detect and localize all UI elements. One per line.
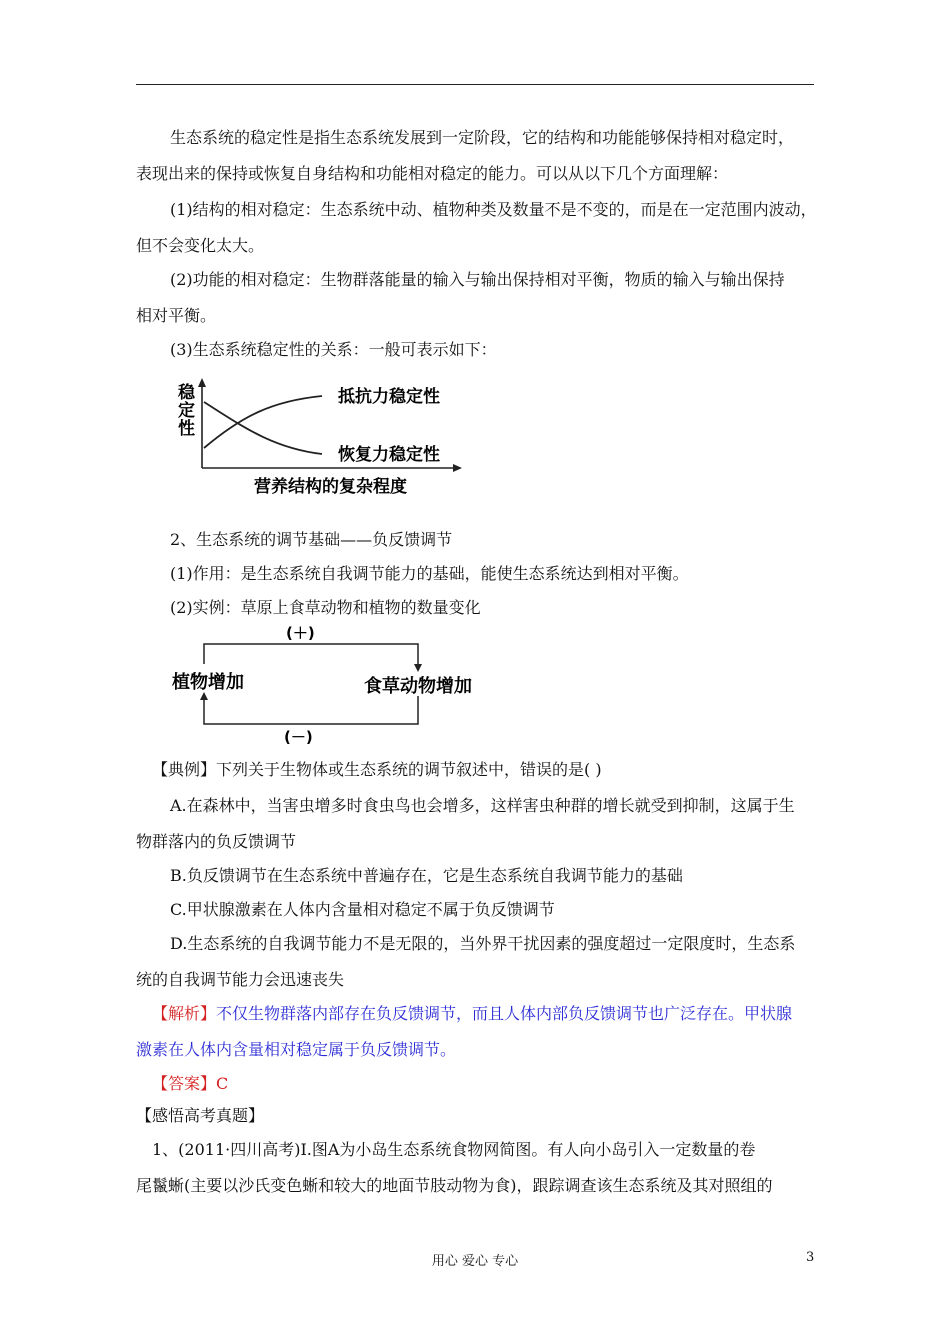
answer-line (152, 1074, 228, 1094)
x-axis-label: 营养结构的复杂程度 (254, 477, 407, 497)
option-a-line-2: 物群落内的负反馈调节 (136, 832, 297, 851)
resistance-label: 抵抗力稳定性 (338, 387, 440, 407)
positive-sign: (＋) (286, 624, 315, 642)
answer-label: 【答案】 (152, 1074, 217, 1093)
ylabel-char-2: 定 (178, 401, 195, 421)
page-number: 3 (806, 1250, 815, 1265)
section-2-item-2: (2)实例：草原上食草动物和植物的数量变化 (170, 598, 481, 617)
point-3-line-1: (3)生态系统稳定性的关系：一般可表示如下： (170, 340, 497, 359)
answer-value: C (216, 1074, 229, 1093)
section-2-item-1: (1)作用：是生态系统自我调节能力的基础，能使生态系统达到相对平衡。 (170, 564, 689, 583)
intro-line-2: 表现出来的保持或恢复自身结构和功能相对稳定的能力。可以从以下几个方面理解： (136, 164, 729, 183)
analysis-text-1: 不仅生物群落内部存在负反馈调节，而且人体内部负反馈调节也广泛存在。甲状腺 (216, 1004, 793, 1023)
up-arrow (200, 692, 208, 700)
x-axis-arrow (453, 464, 462, 472)
option-d-line-2: 统的自我调节能力会迅速丧失 (136, 970, 345, 989)
example-question: 【典例】下列关于生物体或生态系统的调节叙述中，错误的是( ) (152, 760, 602, 779)
point-1-line-1: (1)结构的相对稳定：生态系统中动、植物种类及数量不是不变的，而是在一定范围内波动， (170, 200, 817, 219)
ylabel-char-3: 性 (178, 419, 195, 439)
negative-sign: (－) (284, 728, 313, 746)
bottom-loop-line (204, 696, 418, 724)
ylabel-char-1: 稳 (178, 383, 195, 403)
gaokao-line-1: 1、(2011·四川高考)I.图A为小岛生态系统食物网简图。有人向小岛引入一定数量的卷 (152, 1140, 756, 1159)
option-b: B.负反馈调节在生态系统中普遍存在，它是生态系统自我调节能力的基础 (170, 866, 683, 885)
option-a-line-1: A.在森林中，当害虫增多时食虫鸟也会增多，这样害虫种群的增长就受到抑制，这属于生 (170, 796, 795, 815)
analysis-label: 【解析】 (152, 1004, 217, 1023)
analysis-line-2: 激素在人体内含量相对稳定属于负反馈调节。 (136, 1040, 457, 1059)
point-2-line-2: 相对平衡。 (136, 306, 217, 325)
point-2-line-1: (2)功能的相对稳定：生物群落能量的输入与输出保持相对平衡，物质的输入与输出保持 (170, 270, 785, 289)
header-rule (136, 84, 814, 85)
analysis-line-1 (152, 1004, 792, 1024)
down-arrow (414, 664, 422, 672)
stability-diagram (172, 376, 462, 502)
option-c: C.甲状腺激素在人体内含量相对稳定不属于负反馈调节 (170, 900, 555, 919)
top-loop-line (204, 644, 418, 666)
gaokao-heading: 【感悟高考真题】 (136, 1106, 265, 1125)
section-2-heading: 2、生态系统的调节基础——负反馈调节 (170, 530, 453, 549)
footer-slogan: 用心 爱心 专心 (431, 1254, 519, 1269)
feedback-diagram (168, 622, 488, 746)
intro-line-1: 生态系统的稳定性是指生态系统发展到一定阶段，它的结构和功能能够保持相对稳定时， (170, 128, 795, 147)
option-d-line-1: D.生态系统的自我调节能力不是无限的，当外界干扰因素的强度超过一定限度时，生态系 (170, 934, 796, 953)
resistance-curve (204, 396, 322, 448)
point-1-line-2: 但不会变化太大。 (136, 236, 265, 255)
herbivore-increase-label: 食草动物增加 (364, 676, 472, 697)
gaokao-line-2: 尾鬣蜥(主要以沙氏变色蜥和较大的地面节肢动物为食)，跟踪调查该生态系统及其对照组的 (136, 1176, 773, 1195)
y-axis-arrow (198, 378, 206, 387)
recovery-label: 恢复力稳定性 (338, 445, 440, 465)
plant-increase-label: 植物增加 (172, 672, 244, 693)
